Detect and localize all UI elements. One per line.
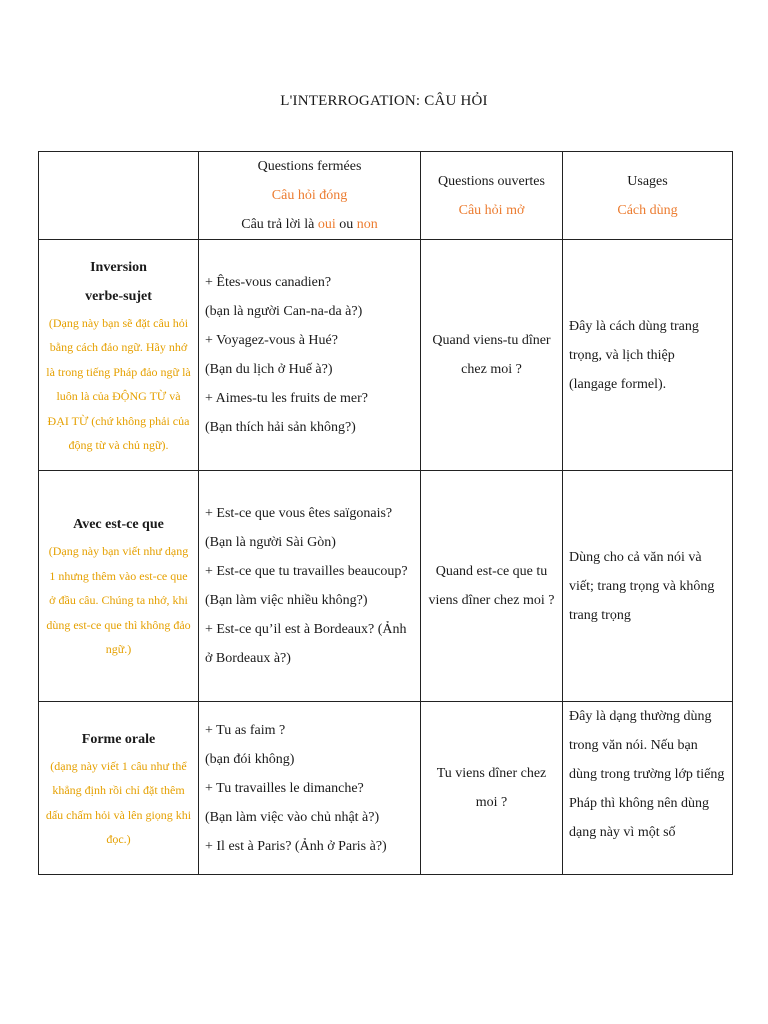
example-line: (bạn là người Can-na-da à?) — [205, 304, 363, 319]
example-line: + Il est à Paris? (Ảnh ở Paris à?) — [205, 838, 387, 854]
example-line: + Est-ce que tu travailles beaucoup? (Bạn làm việc nhiều không?) — [205, 564, 408, 608]
example-line: (Bạn du lịch ở Huế à?) — [205, 362, 333, 377]
header-open-questions — [421, 152, 563, 240]
closed-examples-cell — [199, 702, 421, 875]
closed-examples-cell — [199, 471, 421, 702]
row-note: (dạng này viết 1 câu như thể khẳng định rồi chỉ đặt thêm dấu chấm hỏi và lên giọng khi đọc.) — [45, 758, 192, 846]
row-inversion — [39, 240, 733, 471]
usage-text-clipped: Đây là dạng thường dùng trong văn nói. Nếu bạn dùng trong trường lớp tiếng Pháp thì không nên dùng dạng này vì một số — [569, 709, 725, 840]
example-line: (Bạn làm việc vào chủ nhật à?) — [205, 809, 380, 825]
row-forme-orale — [39, 702, 733, 875]
row-est-ce-que — [39, 471, 733, 702]
header-closed-answer-prefix: Câu trả lời là — [241, 217, 318, 232]
header-closed-answer-mid: ou — [335, 217, 357, 232]
header-row — [39, 152, 733, 240]
example-line: + Voyagez-vous à Hué? — [205, 333, 338, 348]
header-closed-fr: Questions fermées — [257, 159, 362, 174]
header-closed-questions — [199, 152, 421, 240]
row-label-cell — [39, 471, 199, 702]
example-line: + Tu travailles le dimanche? — [205, 780, 364, 796]
example-line: + Aimes-tu les fruits de mer? — [205, 391, 369, 406]
usage-cell: Đây là cách dùng trang trọng, và lịch thiệp (langage formel). — [563, 240, 733, 471]
row-label-line: Inversion — [90, 259, 147, 275]
closed-examples-cell — [199, 240, 421, 471]
page-title: L'INTERROGATION: CÂU HỎI — [280, 93, 488, 109]
usage-cell: Dùng cho cả văn nói và viết; trang trọng và không trang trọng — [563, 471, 733, 702]
header-usage — [563, 152, 733, 240]
open-question-cell: Quand est-ce que tu viens dîner chez moi ? — [421, 471, 563, 702]
example-line: (bạn đói không) — [205, 751, 295, 767]
row-label-cell — [39, 702, 199, 875]
interrogation-table — [38, 151, 733, 875]
example-line: + Êtes-vous canadien? — [205, 275, 332, 290]
row-label-cell — [39, 240, 199, 471]
row-note: (Dạng này bạn viết như dạng 1 nhưng thêm vào est-ce que ở đầu câu. Chúng ta nhớ, khi dùng est-ce que thì không đảo ngữ.) — [46, 544, 191, 657]
header-empty-cell — [39, 152, 199, 240]
header-closed-answer-non: non — [356, 217, 378, 232]
header-open-vi: Câu hỏi mở — [458, 202, 525, 218]
row-label-line: Forme orale — [81, 731, 156, 747]
example-line: (Bạn thích hải sản không?) — [205, 420, 356, 435]
example-line: + Est-ce qu’il est à Bordeaux? (Ảnh ở Bordeaux à?) — [205, 622, 407, 666]
header-closed-answer-oui: oui — [317, 217, 336, 232]
usage-cell — [563, 702, 733, 875]
header-open-fr: Questions ouvertes — [438, 173, 545, 189]
open-question-cell: Quand viens-tu dîner chez moi ? — [421, 240, 563, 471]
header-usage-vi: Cách dùng — [617, 202, 678, 218]
header-usage-fr: Usages — [627, 173, 668, 189]
header-closed-vi: Câu hỏi đóng — [271, 188, 348, 203]
row-note: (Dạng này bạn sẽ đặt câu hỏi bằng cách đảo ngữ. Hãy nhớ là trong tiếng Pháp đảo ngữ là luôn là của ĐỘNG TỪ và ĐẠI TỪ (chứ không phải của động từ và chủ ngữ). — [46, 315, 191, 452]
row-label-line: Avec est-ce que — [73, 517, 164, 533]
row-label-line: verbe-sujet — [85, 288, 152, 304]
example-line: + Tu as faim ? — [205, 722, 286, 738]
open-question-cell: Tu viens dîner chez moi ? — [421, 702, 563, 875]
example-line: + Est-ce que vous êtes saïgonais? (Bạn là người Sài Gòn) — [205, 506, 393, 550]
